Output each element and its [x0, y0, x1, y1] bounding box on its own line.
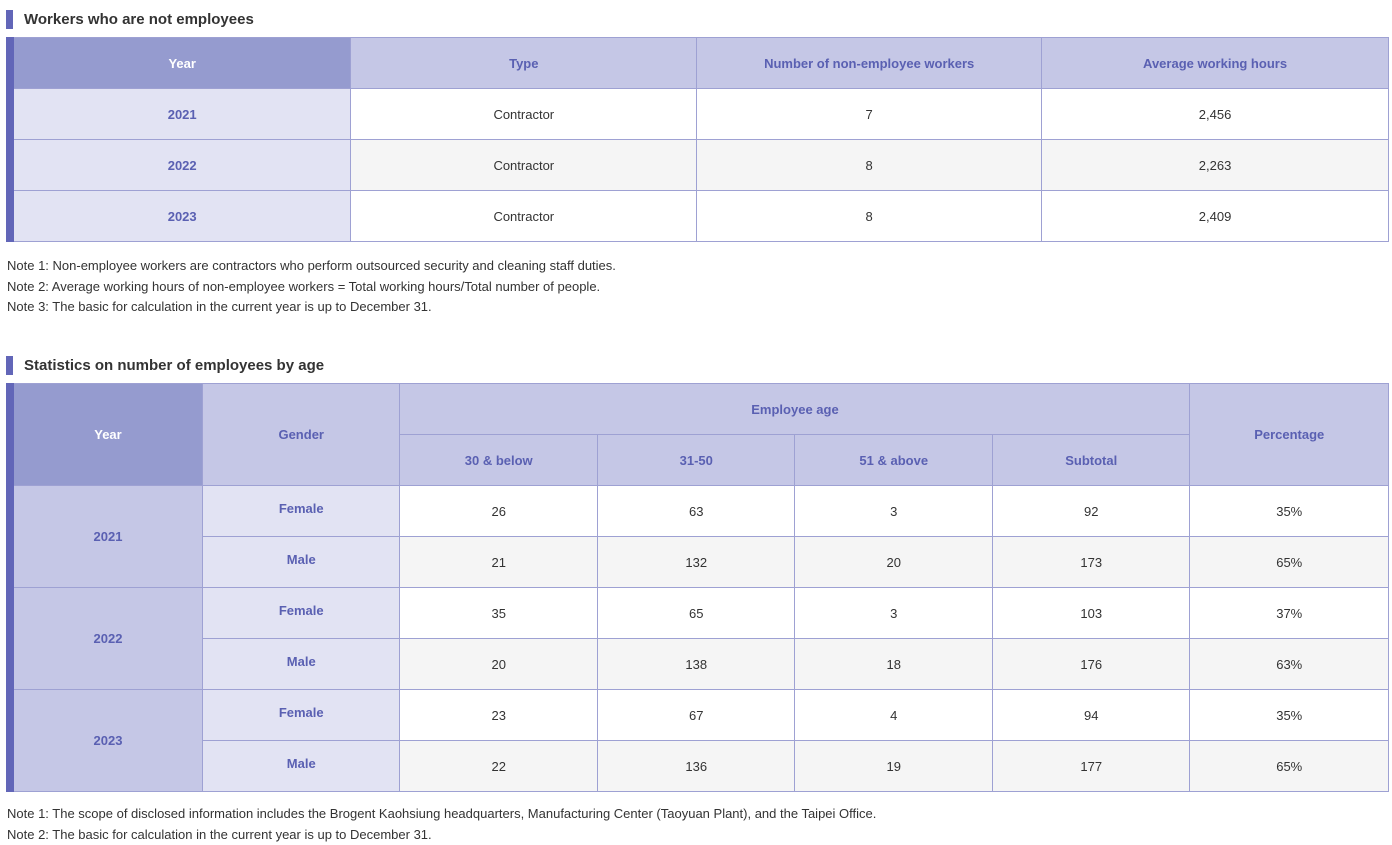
age-30-below-cell: 21	[400, 537, 598, 588]
age-31-50-cell: 67	[597, 690, 795, 741]
header-employee-age: Employee age	[400, 384, 1190, 435]
age-31-50-cell: 65	[597, 588, 795, 639]
table-row	[10, 140, 1389, 191]
table-header-row	[10, 38, 1389, 89]
age-51-above-cell: 3	[795, 486, 993, 537]
gender-cell: Female	[202, 486, 400, 537]
hours-cell: 2,263	[1042, 140, 1389, 191]
hours-cell: 2,456	[1042, 89, 1389, 140]
type-cell: Contractor	[351, 89, 697, 140]
header-age-51-above: 51 & above	[795, 435, 993, 486]
age-51-above-cell: 19	[795, 741, 993, 792]
section-title-employees-by-age: Statistics on number of employees by age	[6, 356, 324, 375]
percentage-cell: 65%	[1190, 537, 1389, 588]
age-31-50-cell: 138	[597, 639, 795, 690]
count-cell: 7	[697, 89, 1042, 140]
table-row	[10, 486, 1389, 537]
age-51-above-cell: 4	[795, 690, 993, 741]
age-30-below-cell: 22	[400, 741, 598, 792]
header-year: Year	[10, 384, 202, 486]
subtotal-cell: 103	[992, 588, 1190, 639]
gender-cell: Male	[202, 639, 400, 690]
gender-cell: Female	[202, 588, 400, 639]
subtotal-cell: 176	[992, 639, 1190, 690]
header-type: Type	[351, 38, 697, 89]
age-51-above-cell: 18	[795, 639, 993, 690]
note-3: Note 3: The basic for calculation in the current year is up to December 31.	[7, 299, 432, 314]
employees-by-age-table	[6, 383, 1389, 792]
year-cell: 2022	[10, 140, 351, 191]
table-row	[10, 639, 1389, 690]
header-worker-count: Number of non-employee workers	[697, 38, 1042, 89]
non-employee-workers-table	[6, 37, 1389, 242]
table-row	[10, 690, 1389, 741]
header-year: Year	[10, 38, 351, 89]
table-row	[10, 588, 1389, 639]
percentage-cell: 65%	[1190, 741, 1389, 792]
age-30-below-cell: 20	[400, 639, 598, 690]
note-2: Note 2: Average working hours of non-employee workers = Total working hours/Total number of people.	[7, 278, 601, 294]
header-age-31-50: 31-50	[597, 435, 795, 486]
note-2: Note 2: The basic for calculation in the current year is up to December 31.	[7, 826, 432, 842]
percentage-cell: 35%	[1190, 486, 1389, 537]
count-cell: 8	[697, 140, 1042, 191]
table-header-row	[10, 384, 1389, 435]
year-cell: 2023	[10, 191, 351, 242]
type-cell: Contractor	[351, 191, 697, 242]
header-subtotal: Subtotal	[992, 435, 1190, 486]
gender-cell: Male	[202, 537, 400, 588]
gender-cell: Female	[202, 690, 400, 741]
age-31-50-cell: 132	[597, 537, 795, 588]
table-row	[10, 741, 1389, 792]
year-cell: 2021	[10, 486, 202, 588]
hours-cell: 2,409	[1042, 191, 1389, 242]
section-title-non-employees: Workers who are not employees	[6, 10, 254, 29]
age-30-below-cell: 26	[400, 486, 598, 537]
year-cell: 2021	[10, 89, 351, 140]
year-cell: 2022	[10, 588, 202, 690]
type-cell: Contractor	[351, 140, 697, 191]
header-working-hours: Average working hours	[1042, 38, 1389, 89]
header-percentage: Percentage	[1190, 384, 1389, 486]
table-row	[10, 537, 1389, 588]
percentage-cell: 35%	[1190, 690, 1389, 741]
age-51-above-cell: 20	[795, 537, 993, 588]
age-31-50-cell: 136	[597, 741, 795, 792]
note-1: Note 1: Non-employee workers are contractors who perform outsourced security and cleaning staff duties.	[7, 258, 616, 273]
year-cell: 2023	[10, 690, 202, 792]
header-age-30-below: 30 & below	[400, 435, 598, 486]
gender-cell: Male	[202, 741, 400, 792]
subtotal-cell: 173	[992, 537, 1190, 588]
table-row	[10, 191, 1389, 242]
header-gender: Gender	[202, 384, 400, 486]
age-51-above-cell: 3	[795, 588, 993, 639]
age-30-below-cell: 35	[400, 588, 598, 639]
percentage-cell: 37%	[1190, 588, 1389, 639]
note-1: Note 1: The scope of disclosed information includes the Brogent Kaohsiung headquarters, Manufacturing Center (Taoyuan Plant), and the Taipei Office.	[7, 806, 877, 821]
age-31-50-cell: 63	[597, 486, 795, 537]
count-cell: 8	[697, 191, 1042, 242]
subtotal-cell: 92	[992, 486, 1190, 537]
table-row	[10, 89, 1389, 140]
subtotal-cell: 177	[992, 741, 1190, 792]
subtotal-cell: 94	[992, 690, 1190, 741]
age-30-below-cell: 23	[400, 690, 598, 741]
percentage-cell: 63%	[1190, 639, 1389, 690]
